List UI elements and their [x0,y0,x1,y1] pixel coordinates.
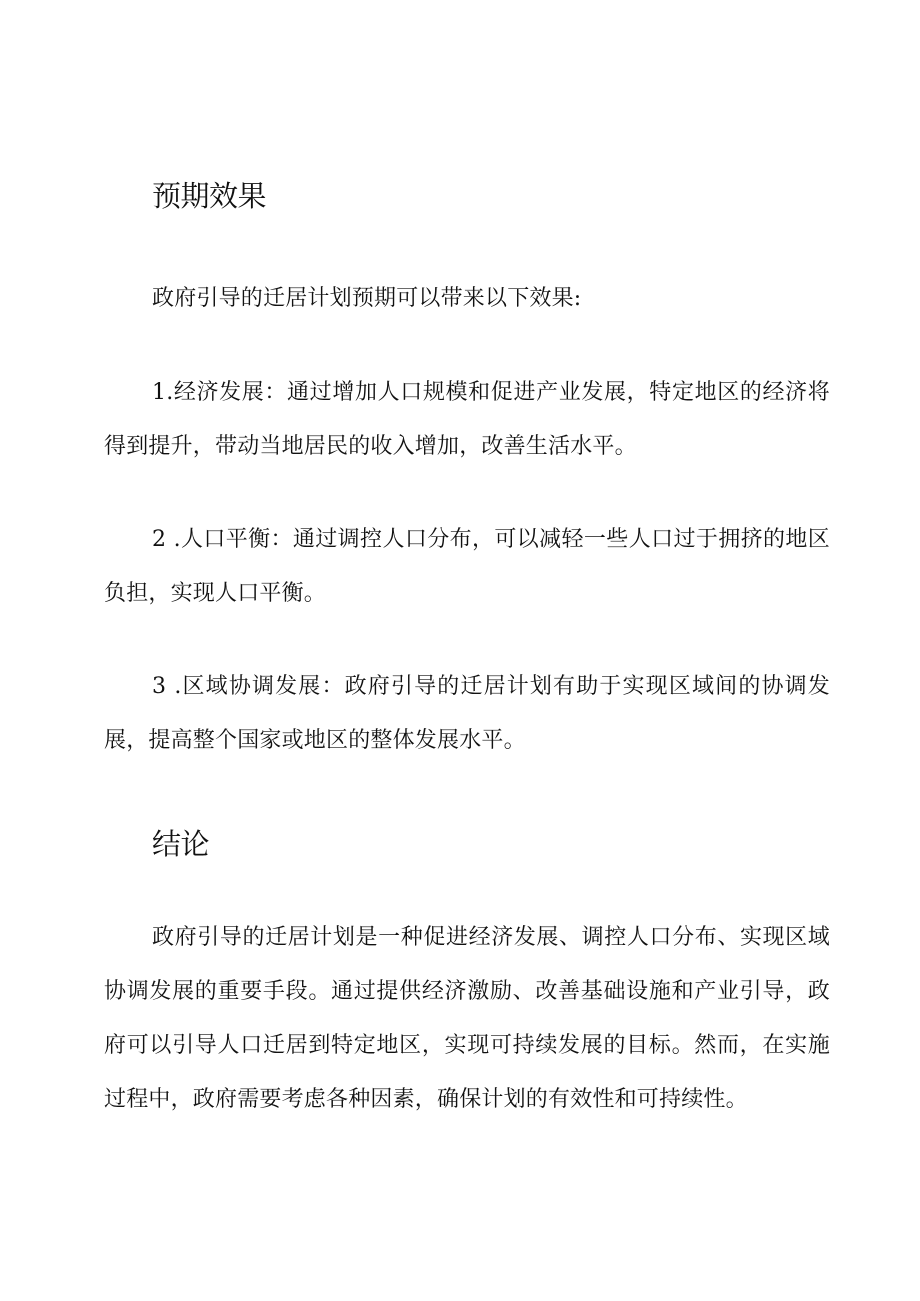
heading-conclusion: 结论 [152,827,210,861]
heading-expected-effects: 预期效果 [152,179,267,213]
conclusion-paragraph: 政府引导的迁居计划是一种促进经济发展、调控人口分布、实现区域协调发展的重要手段。通过提供经济激励、改善基础设施和产业引导，政府可以引导人口迁居到特定地区，实现可持续发展的目标。然而，在实施过程中，政府需要考虑各种因素，确保计划的有效性和可持续性。 [104,925,830,1112]
intro-paragraph: 政府引导的迁居计划预期可以带来以下效果: [152,286,582,311]
list-item-regional-coordination: 3 .区域协调发展：政府引导的迁居计划有助于实现区域间的协调发展，提高整个国家或地区的整体发展水平。 [104,674,830,753]
list-item-economic-development: 1.经济发展：通过增加人口规模和促进产业发展，特定地区的经济将得到提升，带动当地居民的收入增加，改善生活水平。 [104,380,830,459]
list-item-population-balance: 2 .人口平衡：通过调控人口分布，可以减轻一些人口过于拥挤的地区负担，实现人口平衡。 [104,527,830,606]
